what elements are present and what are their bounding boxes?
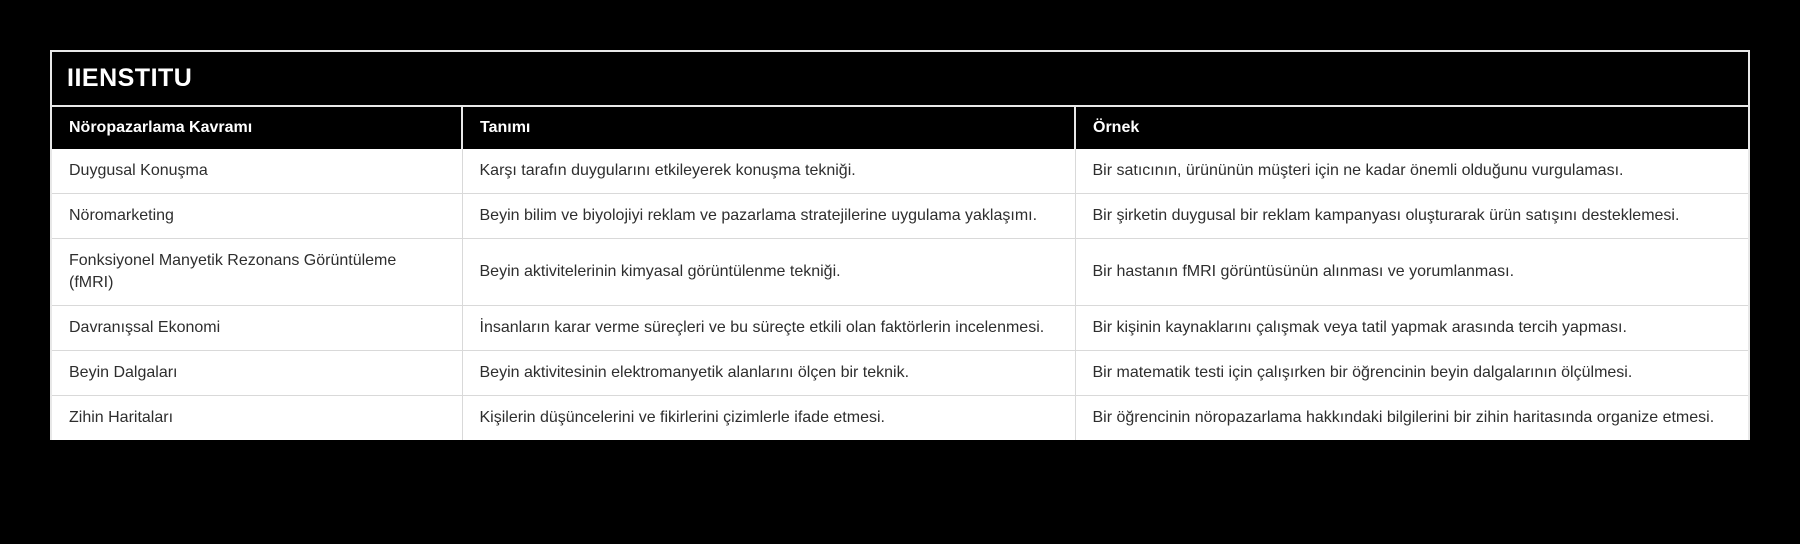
cell-example: Bir öğrencinin nöropazarlama hakkındaki bilgilerini bir zihin haritasında organize etmesi. (1075, 396, 1748, 441)
cell-concept: Nöromarketing (52, 194, 462, 239)
cell-example: Bir matematik testi için çalışırken bir öğrencinin beyin dalgalarının ölçülmesi. (1075, 351, 1748, 396)
cell-concept: Duygusal Konuşma (52, 149, 462, 194)
column-header-concept: Nöropazarlama Kavramı (52, 107, 462, 149)
cell-example: Bir kişinin kaynaklarını çalışmak veya tatil yapmak arasında tercih yapması. (1075, 306, 1748, 351)
cell-concept: Beyin Dalgaları (52, 351, 462, 396)
neuromarketing-table (52, 107, 1748, 440)
neuromarketing-table-card (50, 50, 1750, 440)
brand-logo-text: IIENSTITU (67, 64, 193, 92)
cell-definition: Kişilerin düşüncelerini ve fikirlerini çizimlerle ifade etmesi. (462, 396, 1075, 441)
cell-definition: Beyin aktivitelerinin kimyasal görüntülenme tekniği. (462, 239, 1075, 306)
cell-definition: İnsanların karar verme süreçleri ve bu süreçte etkili olan faktörlerin incelenmesi. (462, 306, 1075, 351)
table-row (52, 149, 1748, 194)
table-header-row (52, 107, 1748, 149)
table-row (52, 351, 1748, 396)
table-row (52, 306, 1748, 351)
table-row (52, 239, 1748, 306)
table-row (52, 194, 1748, 239)
cell-example: Bir hastanın fMRI görüntüsünün alınması ve yorumlanması. (1075, 239, 1748, 306)
table-body (52, 149, 1748, 440)
cell-definition: Beyin bilim ve biyolojiyi reklam ve pazarlama stratejilerine uygulama yaklaşımı. (462, 194, 1075, 239)
brand-header (52, 52, 1748, 107)
cell-definition: Beyin aktivitesinin elektromanyetik alanlarını ölçen bir teknik. (462, 351, 1075, 396)
table-row (52, 396, 1748, 441)
cell-example: Bir satıcının, ürününün müşteri için ne kadar önemli olduğunu vurgulaması. (1075, 149, 1748, 194)
cell-concept: Davranışsal Ekonomi (52, 306, 462, 351)
column-header-example: Örnek (1075, 107, 1748, 149)
cell-definition: Karşı tarafın duygularını etkileyerek konuşma tekniği. (462, 149, 1075, 194)
table-header (52, 107, 1748, 149)
cell-concept: Zihin Haritaları (52, 396, 462, 441)
cell-concept: Fonksiyonel Manyetik Rezonans Görüntüleme (fMRI) (52, 239, 462, 306)
cell-example: Bir şirketin duygusal bir reklam kampanyası oluşturarak ürün satışını desteklemesi. (1075, 194, 1748, 239)
column-header-definition: Tanımı (462, 107, 1075, 149)
